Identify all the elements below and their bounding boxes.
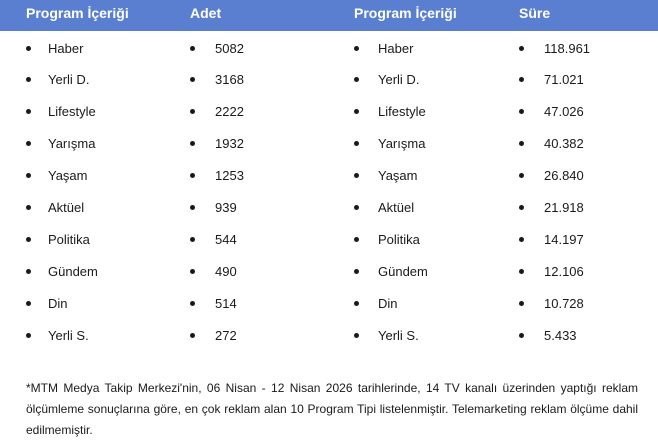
ad-count: 2222 — [215, 103, 244, 119]
bullet-icon — [519, 173, 524, 178]
ad-count-cell — [189, 31, 353, 63]
program-name-b: Yerli S. — [378, 327, 419, 343]
header-program-content-a: Program İçeriği — [26, 4, 129, 21]
ad-duration: 5.433 — [544, 327, 577, 343]
ad-count-cell — [189, 223, 353, 255]
bullet-icon — [519, 205, 524, 210]
bullet-icon — [354, 205, 359, 210]
program-name-b: Lifestyle — [378, 103, 426, 119]
table-row — [0, 191, 658, 223]
bullet-icon — [26, 269, 31, 274]
ad-duration: 10.728 — [544, 295, 584, 311]
ad-duration-cell — [518, 319, 658, 351]
bullet-icon — [190, 301, 195, 306]
bullet-icon — [190, 109, 195, 114]
bullet-icon — [354, 333, 359, 338]
ad-duration: 26.840 — [544, 167, 584, 183]
bullet-icon — [519, 141, 524, 146]
ad-count-cell — [189, 159, 353, 191]
table-row — [0, 223, 658, 255]
bullet-icon — [190, 333, 195, 338]
program-name-b: Gündem — [378, 263, 428, 279]
bullet-icon — [190, 205, 195, 210]
ad-duration: 47.026 — [544, 103, 584, 119]
program-name-a-cell — [0, 63, 189, 95]
program-name-b: Politika — [378, 231, 420, 247]
bullet-icon — [354, 237, 359, 242]
ad-count-cell — [189, 95, 353, 127]
program-name-b: Din — [378, 295, 398, 311]
table-row — [0, 319, 658, 351]
bullet-icon — [519, 46, 524, 51]
table-body — [0, 31, 658, 351]
bullet-icon — [519, 269, 524, 274]
ad-duration: 14.197 — [544, 231, 584, 247]
ad-count-cell — [189, 63, 353, 95]
bullet-icon — [354, 77, 359, 82]
ad-count-cell — [189, 287, 353, 319]
program-name-a-cell — [0, 159, 189, 191]
program-name-b-cell — [353, 127, 518, 159]
program-name-a: Haber — [48, 41, 84, 56]
ad-duration-cell — [518, 31, 658, 63]
bullet-icon — [354, 141, 359, 146]
bullet-icon — [26, 109, 31, 114]
ad-count: 514 — [215, 295, 237, 311]
table-row — [0, 287, 658, 319]
table-row — [0, 127, 658, 159]
ad-duration-cell — [518, 223, 658, 255]
bullet-icon — [519, 237, 524, 242]
program-name-b-cell — [353, 255, 518, 287]
ad-count: 3168 — [215, 71, 244, 87]
bullet-icon — [519, 109, 524, 114]
bullet-icon — [26, 46, 31, 51]
bullet-icon — [519, 301, 524, 306]
program-name-a: Yerli D. — [48, 71, 90, 87]
ad-duration-cell — [518, 95, 658, 127]
table-row — [0, 63, 658, 95]
ad-count: 272 — [215, 327, 237, 343]
program-name-a: Yerli S. — [48, 327, 89, 343]
program-name-a-cell — [0, 127, 189, 159]
program-name-b: Haber — [378, 41, 414, 56]
program-name-a-cell — [0, 255, 189, 287]
header-program-content-b: Program İçeriği — [354, 4, 457, 21]
ad-count: 490 — [215, 263, 237, 279]
ad-duration: 40.382 — [544, 135, 584, 151]
program-name-b: Yarışma — [378, 135, 426, 151]
ad-duration-cell — [518, 127, 658, 159]
bullet-icon — [354, 173, 359, 178]
program-name-a: Gündem — [48, 263, 98, 279]
ad-duration: 21.918 — [544, 199, 584, 215]
bullet-icon — [354, 269, 359, 274]
bullet-icon — [26, 141, 31, 146]
program-name-a-cell — [0, 223, 189, 255]
ad-count: 939 — [215, 199, 237, 215]
ad-duration-cell — [518, 255, 658, 287]
program-name-b-cell — [353, 63, 518, 95]
program-name-b: Aktüel — [378, 199, 415, 215]
program-name-a: Yaşam — [48, 167, 88, 183]
program-name-a-cell — [0, 287, 189, 319]
program-name-a-cell — [0, 191, 189, 223]
bullet-icon — [26, 301, 31, 306]
program-name-a: Yarışma — [48, 135, 96, 151]
header-count: Adet — [190, 4, 222, 21]
ad-count-cell — [189, 319, 353, 351]
ad-duration: 71.021 — [544, 71, 584, 87]
program-name-b: Yaşam — [378, 167, 418, 183]
bullet-icon — [354, 301, 359, 306]
program-name-b-cell — [353, 95, 518, 127]
ad-duration-cell — [518, 63, 658, 95]
program-name-a-cell — [0, 319, 189, 351]
bullet-icon — [519, 77, 524, 82]
ad-count-cell — [189, 127, 353, 159]
ad-count: 1253 — [215, 167, 244, 183]
table-row — [0, 31, 658, 63]
bullet-icon — [26, 173, 31, 178]
bullet-icon — [190, 173, 195, 178]
table-row — [0, 255, 658, 287]
table-row — [0, 159, 658, 191]
bullet-icon — [26, 333, 31, 338]
bullet-icon — [26, 77, 31, 82]
bullet-icon — [354, 109, 359, 114]
ad-count: 5082 — [215, 41, 244, 56]
ad-duration: 118.961 — [544, 41, 591, 56]
program-name-b-cell — [353, 191, 518, 223]
table-header-row — [0, 0, 658, 31]
program-name-a: Lifestyle — [48, 103, 96, 119]
bullet-icon — [26, 237, 31, 242]
bullet-icon — [354, 46, 359, 51]
header-duration: Süre — [519, 4, 551, 21]
program-name-b-cell — [353, 159, 518, 191]
ad-duration-cell — [518, 159, 658, 191]
ad-count-cell — [189, 191, 353, 223]
footnote: *MTM Medya Takip Merkezi'nin, 06 Nisan - 12 Nisan 2026 tarihlerinde, 14 TV kanalı üzerinden yaptığı reklam ölçümleme sonuçlarına göre, en çok reklam alan 10 Program Tipi listelenmiştir. Telemarketing reklam ölçüme dahil edilmemiştir. — [26, 381, 638, 437]
program-name-a: Aktüel — [48, 199, 85, 215]
program-name-a-cell — [0, 95, 189, 127]
bullet-icon — [190, 269, 195, 274]
program-name-a: Din — [48, 295, 68, 311]
bullet-icon — [190, 46, 195, 51]
program-name-b-cell — [353, 223, 518, 255]
ad-duration-cell — [518, 191, 658, 223]
program-name-b: Yerli D. — [378, 71, 420, 87]
bullet-icon — [190, 77, 195, 82]
ad-duration-cell — [518, 287, 658, 319]
program-name-b-cell — [353, 319, 518, 351]
program-name-a-cell — [0, 31, 189, 63]
ad-count-cell — [189, 255, 353, 287]
bullet-icon — [26, 205, 31, 210]
program-name-b-cell — [353, 287, 518, 319]
ad-count: 544 — [215, 231, 237, 247]
ad-count: 1932 — [215, 135, 244, 151]
table-row — [0, 95, 658, 127]
bullet-icon — [190, 141, 195, 146]
program-name-b-cell — [353, 31, 518, 63]
ad-duration: 12.106 — [544, 263, 584, 279]
bullet-icon — [190, 237, 195, 242]
bullet-icon — [519, 333, 524, 338]
program-name-a: Politika — [48, 231, 90, 247]
